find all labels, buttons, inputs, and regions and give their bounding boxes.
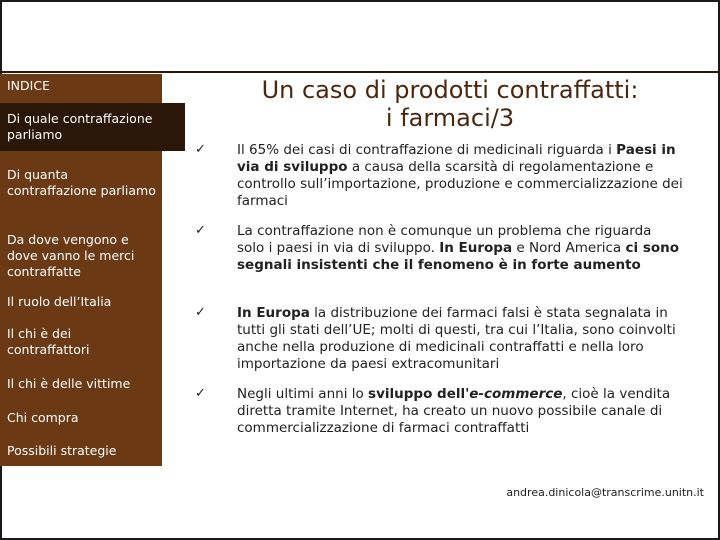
top-rule: [0, 71, 720, 73]
sidebar-item-active[interactable]: [0, 103, 185, 151]
sidebar-item-italia[interactable]: Il ruolo dell’Italia: [7, 294, 112, 309]
check-icon: ✓: [195, 305, 206, 320]
slide-title: [230, 76, 670, 132]
sidebar-item-quanta[interactable]: Di quanta contraffazione parliamo: [7, 167, 156, 198]
bullet-text: Il 65% dei casi di contraffazione di medicinali riguarda i Paesi in via di sviluppo a causa della scarsità di regolamentazione e controllo sull’importazione, produzione e commercializzazione dei farmaci: [237, 142, 683, 209]
sidebar-item-active-label: Di quale contraffazione parliamo: [7, 111, 153, 142]
slide-title-line2: i farmaci/3: [385, 104, 515, 132]
slide-title-line1: Un caso di prodotti contraffatti:: [261, 76, 639, 104]
check-icon: ✓: [195, 142, 206, 157]
sidebar-item-vittime[interactable]: Il chi è delle vittime: [7, 376, 131, 391]
bullet-text: La contraffazione non è comunque un problema che riguarda solo i paesi in via di sviluppo. In Europa e Nord America ci sono segnali insistenti che il fenomeno è in forte aumento: [237, 223, 680, 273]
sidebar-item-provenienza[interactable]: Da dove vengono e dove vanno le merci contraffatte: [7, 232, 135, 279]
sidebar-item-chi-compra[interactable]: Chi compra: [7, 410, 79, 425]
sidebar-header: INDICE: [7, 78, 50, 93]
sidebar-item-strategie[interactable]: Possibili strategie: [7, 443, 117, 458]
bullet-text: In Europa la distribuzione dei farmaci falsi è stata segnalata in tutti gli stati dell’UE; molti di questi, tra cui l’Italia, sono coinvolti anche nella produzione di medicinali contraffatti e nella loro importazione da paesi extracomunitari: [237, 305, 676, 372]
check-icon: ✓: [195, 386, 206, 401]
check-icon: ✓: [195, 223, 206, 238]
footer-email: andrea.dinicola@transcrime.unitn.it: [506, 486, 704, 499]
bullet-text: Negli ultimi anni lo sviluppo dell'e-commerce, cioè la vendita diretta tramite Internet, ha creato un nuovo possibile canale di commercializzazione di farmaci contraffatti: [237, 386, 671, 436]
sidebar-item-contraffattori[interactable]: Il chi è dei contraffattori: [7, 326, 90, 357]
